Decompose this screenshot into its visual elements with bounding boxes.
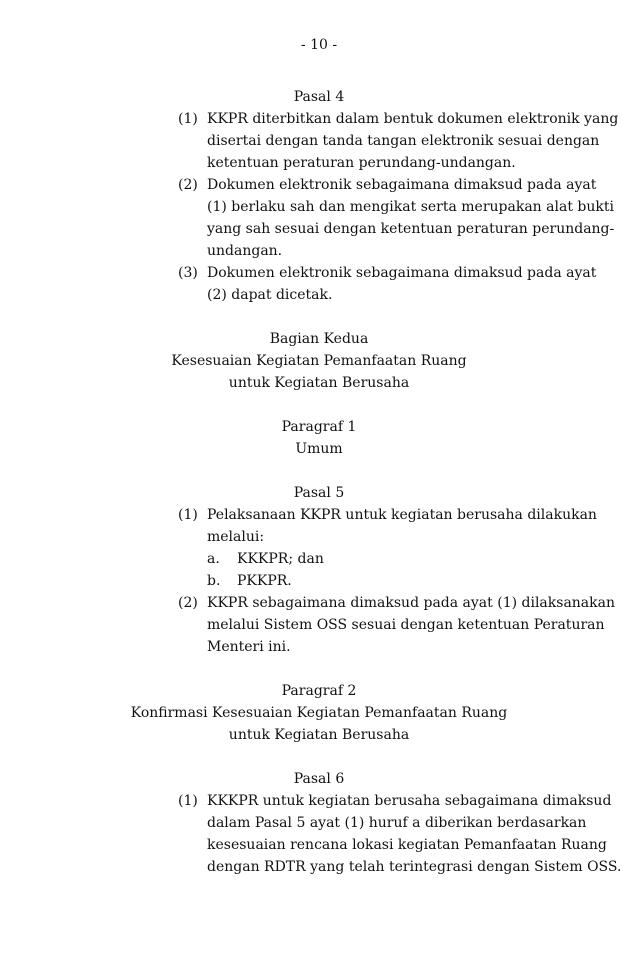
pasal-4-item-1-line-3: ketentuan peraturan perundang-undangan. (207, 155, 516, 171)
pasal-5-subitem-a-text: KKKPR; dan (237, 551, 324, 567)
paragraf-2-subtitle-2: untuk Kegiatan Berusaha (228, 727, 410, 743)
paragraf-2-title: Paragraf 2 (281, 683, 357, 699)
pasal-4-item-3-line-2: (2) dapat dicetak. (207, 287, 333, 303)
pasal-4-item-1-line-2: disertai dengan tanda tangan elektronik sesuai dengan (207, 133, 600, 149)
pasal-6-item-1-number: (1) (178, 793, 198, 809)
pasal-5-item-1-line-2: melalui: (207, 529, 265, 545)
pasal-6-title: Pasal 6 (293, 771, 345, 787)
page-number: - 10 - (300, 37, 338, 53)
pasal-6-item-1-line-3: kesesuaian rencana lokasi kegiatan Pemanfaatan Ruang (207, 837, 607, 853)
pasal-5-item-2-line-1: KKPR sebagaimana dimaksud pada ayat (1) dilaksanakan (207, 595, 616, 611)
pasal-4-item-2-line-3: yang sah sesuai dengan ketentuan peraturan perundang- (207, 221, 615, 237)
pasal-5-item-2-number: (2) (178, 595, 198, 611)
pasal-5-item-1-line-1: Pelaksanaan KKPR untuk kegiatan berusaha dilakukan (207, 507, 597, 523)
pasal-4-item-2-number: (2) (178, 177, 198, 193)
paragraf-1-subtitle: Umum (295, 441, 343, 457)
pasal-4-item-2-line-2: (1) berlaku sah dan mengikat serta merupakan alat bukti (207, 199, 614, 215)
pasal-5-subitem-b-text: PKKPR. (237, 573, 292, 589)
pasal-5-subitem-b-label: b. (207, 573, 221, 589)
pasal-5-item-1-number: (1) (178, 507, 198, 523)
pasal-4-item-2-line-1: Dokumen elektronik sebagaimana dimaksud pada ayat (207, 177, 597, 193)
pasal-4-item-1-line-1: KKPR diterbitkan dalam bentuk dokumen elektronik yang (207, 111, 619, 127)
pasal-4-item-1-number: (1) (178, 111, 198, 127)
pasal-5-item-2-line-3: Menteri ini. (207, 639, 291, 655)
pasal-4-item-2-line-4: undangan. (207, 243, 283, 259)
pasal-5-item-2-line-2: melalui Sistem OSS sesuai dengan ketentuan Peraturan (207, 617, 605, 633)
bagian-subtitle-2: untuk Kegiatan Berusaha (228, 375, 410, 391)
pasal-4-title: Pasal 4 (293, 89, 345, 105)
pasal-5-subitem-a-label: a. (207, 551, 220, 567)
pasal-5-title: Pasal 5 (293, 485, 345, 501)
pasal-6-item-1-line-4: dengan RDTR yang telah terintegrasi dengan Sistem OSS. (207, 859, 622, 875)
pasal-6-item-1-line-2: dalam Pasal 5 ayat (1) huruf a diberikan berdasarkan (207, 815, 587, 831)
pasal-6-item-1-line-1: KKKPR untuk kegiatan berusaha sebagaimana dimaksud (207, 793, 612, 809)
paragraf-1-title: Paragraf 1 (281, 419, 357, 435)
pasal-4-item-3-line-1: Dokumen elektronik sebagaimana dimaksud pada ayat (207, 265, 597, 281)
paragraf-2-subtitle-1: Konfirmasi Kesesuaian Kegiatan Pemanfaatan Ruang (130, 705, 508, 721)
pasal-4-item-3-number: (3) (178, 265, 198, 281)
bagian-title: Bagian Kedua (269, 331, 369, 347)
bagian-subtitle-1: Kesesuaian Kegiatan Pemanfaatan Ruang (171, 353, 467, 369)
